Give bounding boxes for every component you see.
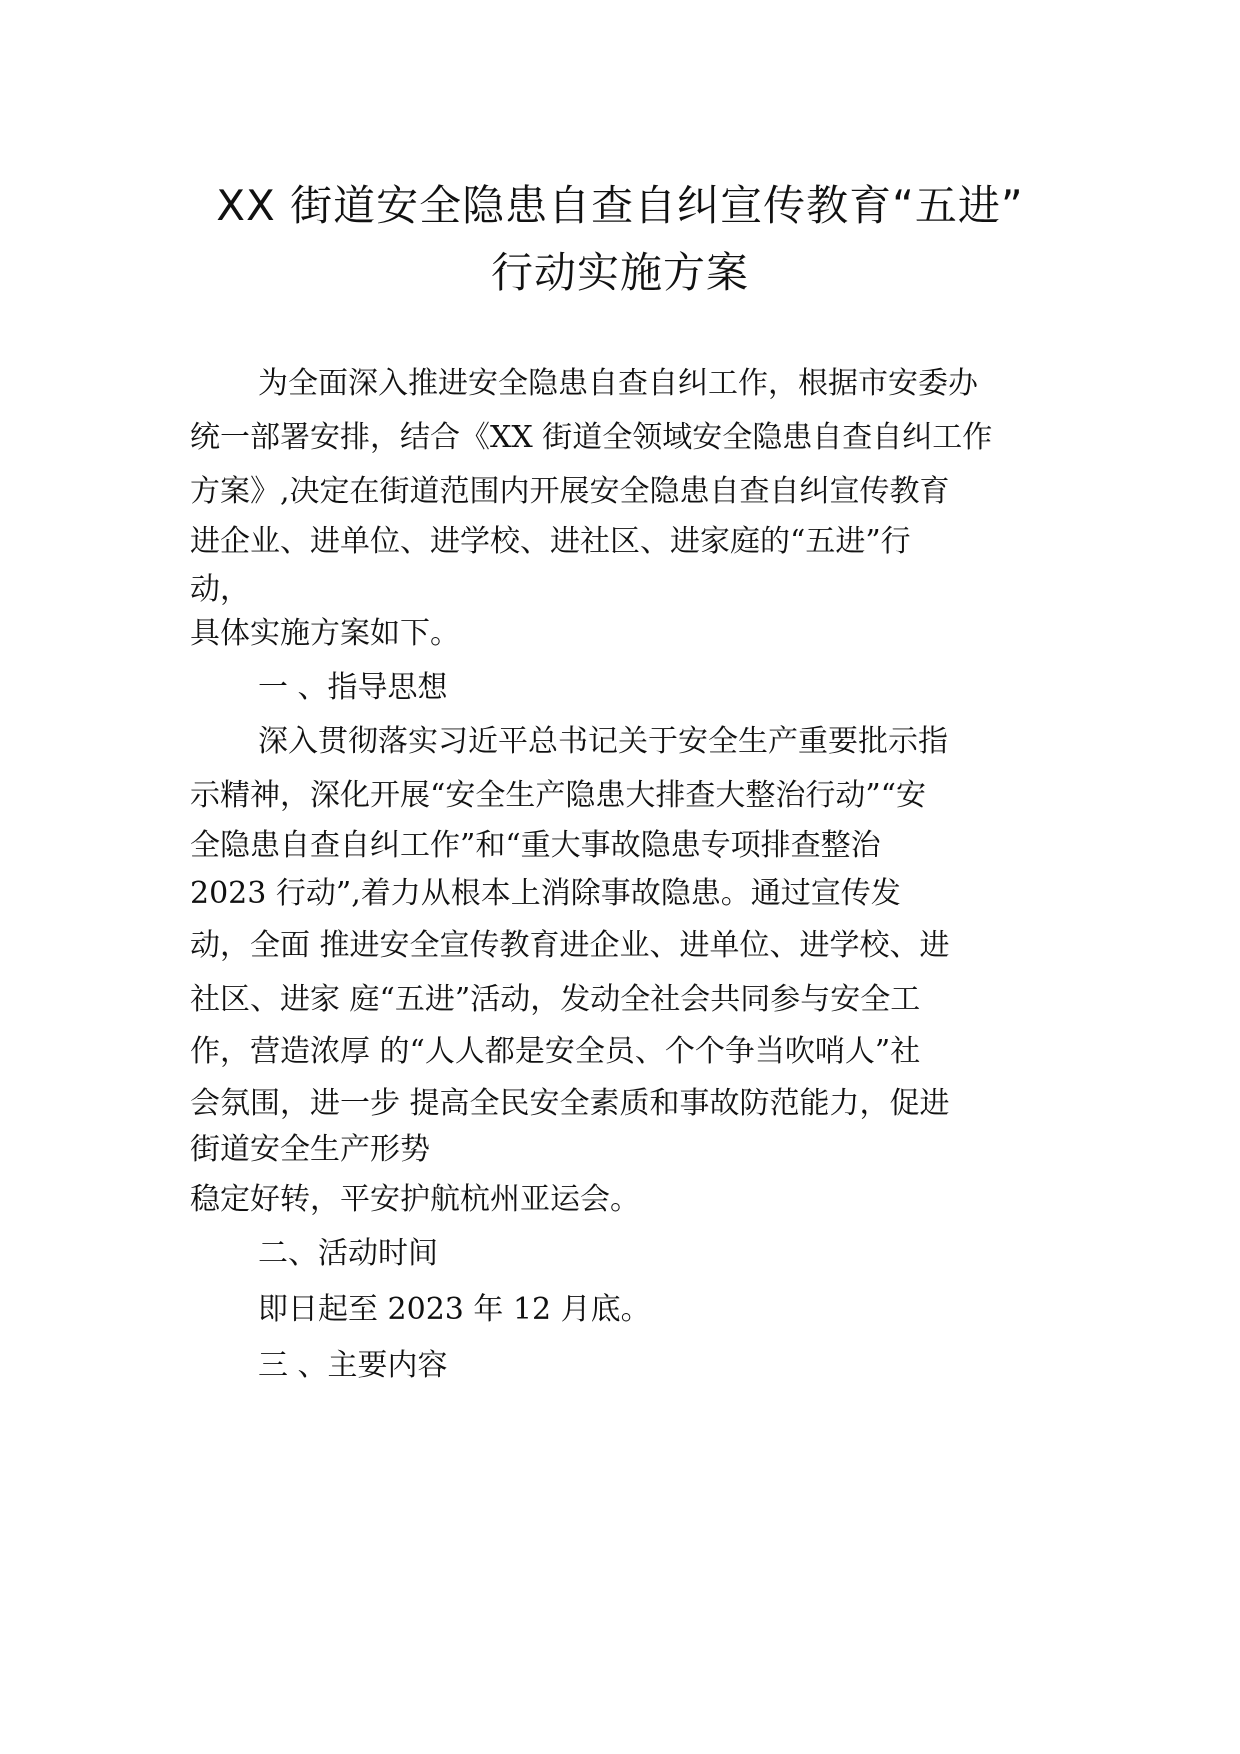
paragraph-line: 会氛围，进一步 提高全民安全素质和事故防范能力，促进 <box>190 1086 950 1121</box>
paragraph-line: 方案》,决定在街道范围内开展安全隐患自查自纠宣传教育 <box>190 474 950 509</box>
section-heading: 二、活动时间 <box>258 1236 438 1271</box>
paragraph-line: 动，全面 推进安全宣传教育进企业、进单位、进学校、进 <box>190 928 950 963</box>
paragraph-line: 为全面深入推进安全隐患自查自纠工作，根据市安委办 <box>258 366 978 401</box>
paragraph-line: 进企业、进单位、进学校、进社区、进家庭的“五进”行 <box>190 524 911 559</box>
paragraph-line: 稳定好转，平安护航杭州亚运会。 <box>190 1182 640 1217</box>
paragraph-line: 动， <box>190 572 250 607</box>
paragraph-line: 具体实施方案如下。 <box>190 616 460 651</box>
paragraph-line: 社区、进家 庭“五进”活动，发动全社会共同参与安全工 <box>190 982 921 1017</box>
section-heading: 三 、主要内容 <box>258 1348 448 1383</box>
document-title-line-2: 行动实施方案 <box>490 248 749 297</box>
document-title-line-1: XX 街道安全隐患自查自纠宣传教育“五进” <box>216 181 1024 230</box>
paragraph-line: 全隐患自查自纠工作”和“重大事故隐患专项排查整治 <box>190 828 881 863</box>
paragraph-line: 统一部署安排，结合《XX 街道全领域安全隐患自查自纠工作 <box>190 420 993 455</box>
paragraph-line: 示精神，深化开展“安全生产隐患大排查大整治行动”“安 <box>190 778 927 813</box>
section-heading: 一 、指导思想 <box>258 670 448 705</box>
paragraph-line: 2023 行动”,着力从根本上消除事故隐患。通过宣传发 <box>190 876 901 911</box>
paragraph-line: 作，营造浓厚 的“人人都是安全员、个个争当吹哨人”社 <box>190 1034 921 1069</box>
paragraph-line: 街道安全生产形势 <box>190 1132 430 1167</box>
paragraph-line: 深入贯彻落实习近平总书记关于安全生产重要批示指 <box>258 724 948 759</box>
paragraph-line: 即日起至 2023 年 12 月底。 <box>258 1292 651 1327</box>
